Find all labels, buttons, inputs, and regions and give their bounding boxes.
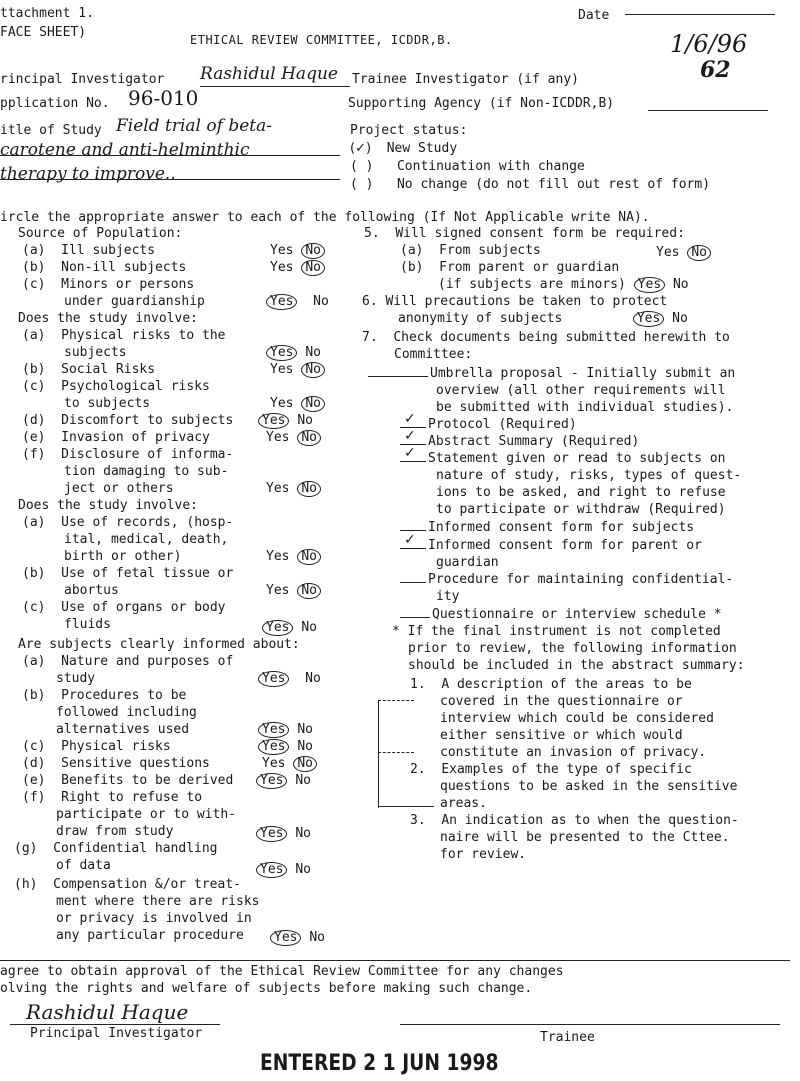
section-informed: Are subjects clearly informed about:	[18, 637, 300, 652]
note-line3: should be included in the abstract summary:	[408, 658, 745, 673]
item-3c-cont: fluids	[64, 617, 111, 632]
question-6: 6. Will precautions be taken to protect	[362, 294, 668, 309]
note-bracket-mark2	[378, 752, 414, 753]
section-involve-1: Does the study involve:	[18, 311, 199, 326]
item-4g-cont: of data	[56, 858, 111, 873]
answer-2d: Yes No	[258, 413, 313, 429]
study-title-line2: carotene and anti-helminthic	[0, 140, 250, 160]
status-cont: Continuation with change	[396, 159, 585, 174]
note-item2-cont2: areas.	[440, 796, 487, 811]
item-4a: (a) Nature and purposes of	[22, 654, 234, 669]
answer-2f: Yes No	[266, 481, 321, 497]
pi-signature-line	[10, 1024, 220, 1025]
question-7-cont: Committee:	[394, 347, 473, 362]
note-bracket-mark1	[378, 700, 414, 701]
item-4b: (b) Procedures to be	[22, 688, 187, 703]
answer-2e: Yes No	[266, 430, 321, 446]
section-involve-2: Does the study involve:	[18, 498, 199, 513]
answer-2b: Yes No	[270, 362, 325, 378]
committee-title: ETHICAL REVIEW COMMITTEE, ICDDR,B.	[190, 33, 453, 47]
item-2f-cont1: tion damaging to sub-	[64, 464, 229, 479]
agency-line	[648, 110, 768, 111]
note-item3-cont1: naire will be presented to the Cttee.	[440, 830, 730, 845]
doc-confidentiality: Procedure for maintaining confidential-	[400, 572, 733, 587]
answer-2a: Yes No	[266, 345, 321, 361]
item-2a: (a) Physical risks to the	[22, 328, 226, 343]
item-3b-cont: abortus	[64, 583, 119, 598]
item-1c: (c) Minors or persons	[22, 277, 195, 292]
doc-questionnaire: Questionnaire or interview schedule *	[400, 607, 722, 622]
pi-label: rincipal Investigator	[0, 72, 165, 87]
answer-1c: Yes No	[266, 294, 329, 310]
note-item2-cont1: questions to be asked in the sensitive	[440, 779, 738, 794]
item-4h: (h) Compensation &/or treat-	[14, 877, 241, 892]
agency-label: Supporting Agency (if Non-ICDDR,B)	[348, 96, 615, 111]
date-label: Date	[578, 8, 610, 23]
application-value: 96-010	[128, 86, 199, 110]
item-4f-cont2: draw from study	[56, 824, 174, 839]
item-3a-cont1: ital, medical, death,	[64, 532, 229, 547]
item-4b-cont2: alternatives used	[56, 722, 190, 737]
doc-consent-guardian-cont: guardian	[436, 555, 499, 570]
status-cont-row: ( ) Continuation with change	[350, 159, 585, 174]
doc-umbrella: Umbrella proposal - Initially submit an	[368, 366, 735, 381]
study-title-label: itle of Study	[0, 123, 102, 138]
entered-stamp: ENTERED 2 1 JUN 1998	[260, 1051, 499, 1076]
doc-statement-cont3: to participate or withdraw (Required)	[436, 502, 726, 517]
item-4h-cont1: ment where there are risks	[56, 894, 260, 909]
item-1b: (b) Non-ill subjects	[22, 260, 187, 275]
item-4f-cont1: participate or to with-	[56, 807, 237, 822]
item-2a-cont: subjects	[64, 345, 127, 360]
item-4b-cont1: followed including	[56, 705, 197, 720]
item-2d: (d) Discomfort to subjects	[22, 413, 234, 428]
item-3a-cont2: birth or other)	[64, 549, 182, 564]
answer-4h: Yes No	[270, 930, 325, 946]
item-1a: (a) Ill subjects	[22, 243, 156, 258]
face-sheet-label: FACE SHEET)	[0, 25, 87, 40]
attachment-label: ttachment 1.	[0, 6, 94, 21]
study-title-line3: therapy to improve..	[0, 164, 176, 184]
question-5: 5. Will signed consent form be required:	[364, 226, 685, 241]
trainee-label: Trainee Investigator (if any)	[352, 72, 579, 87]
item-2f-cont2: ject or others	[64, 481, 174, 496]
note-item1-cont4: constitute an invasion of privacy.	[440, 745, 707, 760]
pi-line	[200, 86, 350, 87]
application-label: pplication No.	[0, 96, 110, 111]
question-6-cont: anonymity of subjects Yes No	[398, 311, 688, 326]
instructions: ircle the appropriate answer to each of the following (If Not Applicable write NA).	[0, 210, 650, 225]
answer-4b: Yes No	[258, 722, 313, 738]
answer-4d: Yes No	[262, 756, 317, 772]
item-4h-cont3: any particular procedure	[56, 928, 244, 943]
agreement-line1: agree to obtain approval of the Ethical Review Committee for any changes	[0, 964, 564, 979]
item-4e: (e) Benefits to be derived	[22, 773, 234, 788]
note-line1: * If the final instrument is not completed	[392, 624, 721, 639]
doc-abstract: ✓Abstract Summary (Required)	[400, 434, 639, 449]
item-4g: (g) Confidential handling	[14, 841, 218, 856]
item-3c: (c) Use of organs or body	[22, 600, 226, 615]
trainee-signature-label: Trainee	[540, 1030, 595, 1045]
item-5b-cont: (if subjects are minors) Yes No	[438, 277, 689, 292]
title-underline-1	[0, 155, 340, 156]
item-2b: (b) Social Risks	[22, 362, 156, 377]
doc-statement: ✓Statement given or read to subjects on	[400, 451, 725, 466]
note-line2: prior to review, the following information	[408, 641, 737, 656]
item-4h-cont2: or privacy is involved in	[56, 911, 252, 926]
doc-confidentiality-cont: ity	[436, 589, 460, 604]
section-source: Source of Population:	[18, 226, 183, 241]
doc-consent-guardian: ✓Informed consent form for parent or	[400, 538, 702, 553]
answer-3b: Yes No	[266, 583, 321, 599]
pi-value: Rashidul Haque	[200, 64, 338, 84]
study-title-line1: Field trial of beta-	[116, 116, 272, 136]
item-5a: (a) From subjects	[400, 243, 541, 258]
note-item1: 1. A description of the areas to be	[410, 677, 692, 692]
answer-4c: Yes No	[258, 739, 313, 755]
note-bracket-mark3	[378, 806, 434, 807]
doc-protocol: ✓Protocol (Required)	[400, 417, 577, 432]
status-none-row: ( ) No change (do not fill out rest of form)	[350, 177, 711, 192]
item-4c: (c) Physical risks	[22, 739, 171, 754]
doc-umbrella-cont1: overview (all other requirements will	[436, 383, 726, 398]
item-3b: (b) Use of fetal tissue or	[22, 566, 234, 581]
title-underline-2	[0, 179, 340, 180]
answer-4g: Yes No	[256, 862, 311, 878]
answer-4f: Yes No	[256, 826, 311, 842]
status-new-row: (✓) New Study	[350, 141, 458, 156]
answer-1a: Yes No	[270, 243, 325, 259]
item-4a-cont: study	[56, 671, 96, 686]
question-7: 7. Check documents being submitted herewith to	[362, 330, 730, 345]
item-2c-cont: to subjects	[64, 396, 151, 411]
doc-statement-cont1: nature of study, risks, types of quest-	[436, 468, 742, 483]
answer-4a: Yes No	[258, 671, 321, 687]
status-none: No change (do not fill out rest of form)	[396, 177, 711, 192]
answer-1b: Yes No	[270, 260, 325, 276]
note-item1-cont1: covered in the questionnaire or	[440, 694, 683, 709]
note-item1-cont3: either sensitive or which would	[440, 728, 683, 743]
item-4f: (f) Right to refuse to	[22, 790, 203, 805]
answer-3c: Yes No	[262, 620, 317, 636]
item-2c: (c) Psychological risks	[22, 379, 210, 394]
note-item3-cont2: for review.	[440, 847, 527, 862]
note-bracket	[378, 700, 381, 808]
item-3a: (a) Use of records, (hosp-	[22, 515, 234, 530]
note-item2: 2. Examples of the type of specific	[410, 762, 692, 777]
item-5b: (b) From parent or guardian	[400, 260, 620, 275]
answer-5a: Yes No	[656, 245, 711, 261]
agreement-line2: olving the rights and welfare of subjects before making such change.	[0, 981, 533, 996]
answer-3a: Yes No	[266, 549, 321, 565]
answer-4e: Yes No	[256, 773, 311, 789]
pi-signature: Rashidul Haque	[26, 1000, 189, 1024]
answer-2c: Yes No	[270, 396, 325, 412]
note-item3: 3. An indication as to when the question-	[410, 813, 739, 828]
item-4d: (d) Sensitive questions	[22, 756, 210, 771]
doc-umbrella-cont2: be submitted with individual studies).	[436, 400, 734, 415]
doc-statement-cont2: ions to be asked, and right to refuse	[436, 485, 726, 500]
status-new: New Study	[386, 141, 458, 156]
date-value: 1/6/96	[670, 30, 748, 58]
footer-divider	[0, 960, 790, 961]
note-item1-cont2: interview which could be considered	[440, 711, 714, 726]
pi-signature-label: Principal Investigator	[30, 1026, 203, 1041]
date-line	[625, 14, 775, 15]
date-note: 62	[700, 57, 731, 83]
item-2f: (f) Disclosure of informa-	[22, 447, 234, 462]
item-2e: (e) Invasion of privacy	[22, 430, 210, 445]
trainee-signature-line	[400, 1024, 780, 1025]
item-1c-cont: under guardianship	[64, 294, 205, 309]
doc-consent-subjects: Informed consent form for subjects	[400, 520, 694, 535]
project-status-label: Project status:	[350, 123, 468, 138]
